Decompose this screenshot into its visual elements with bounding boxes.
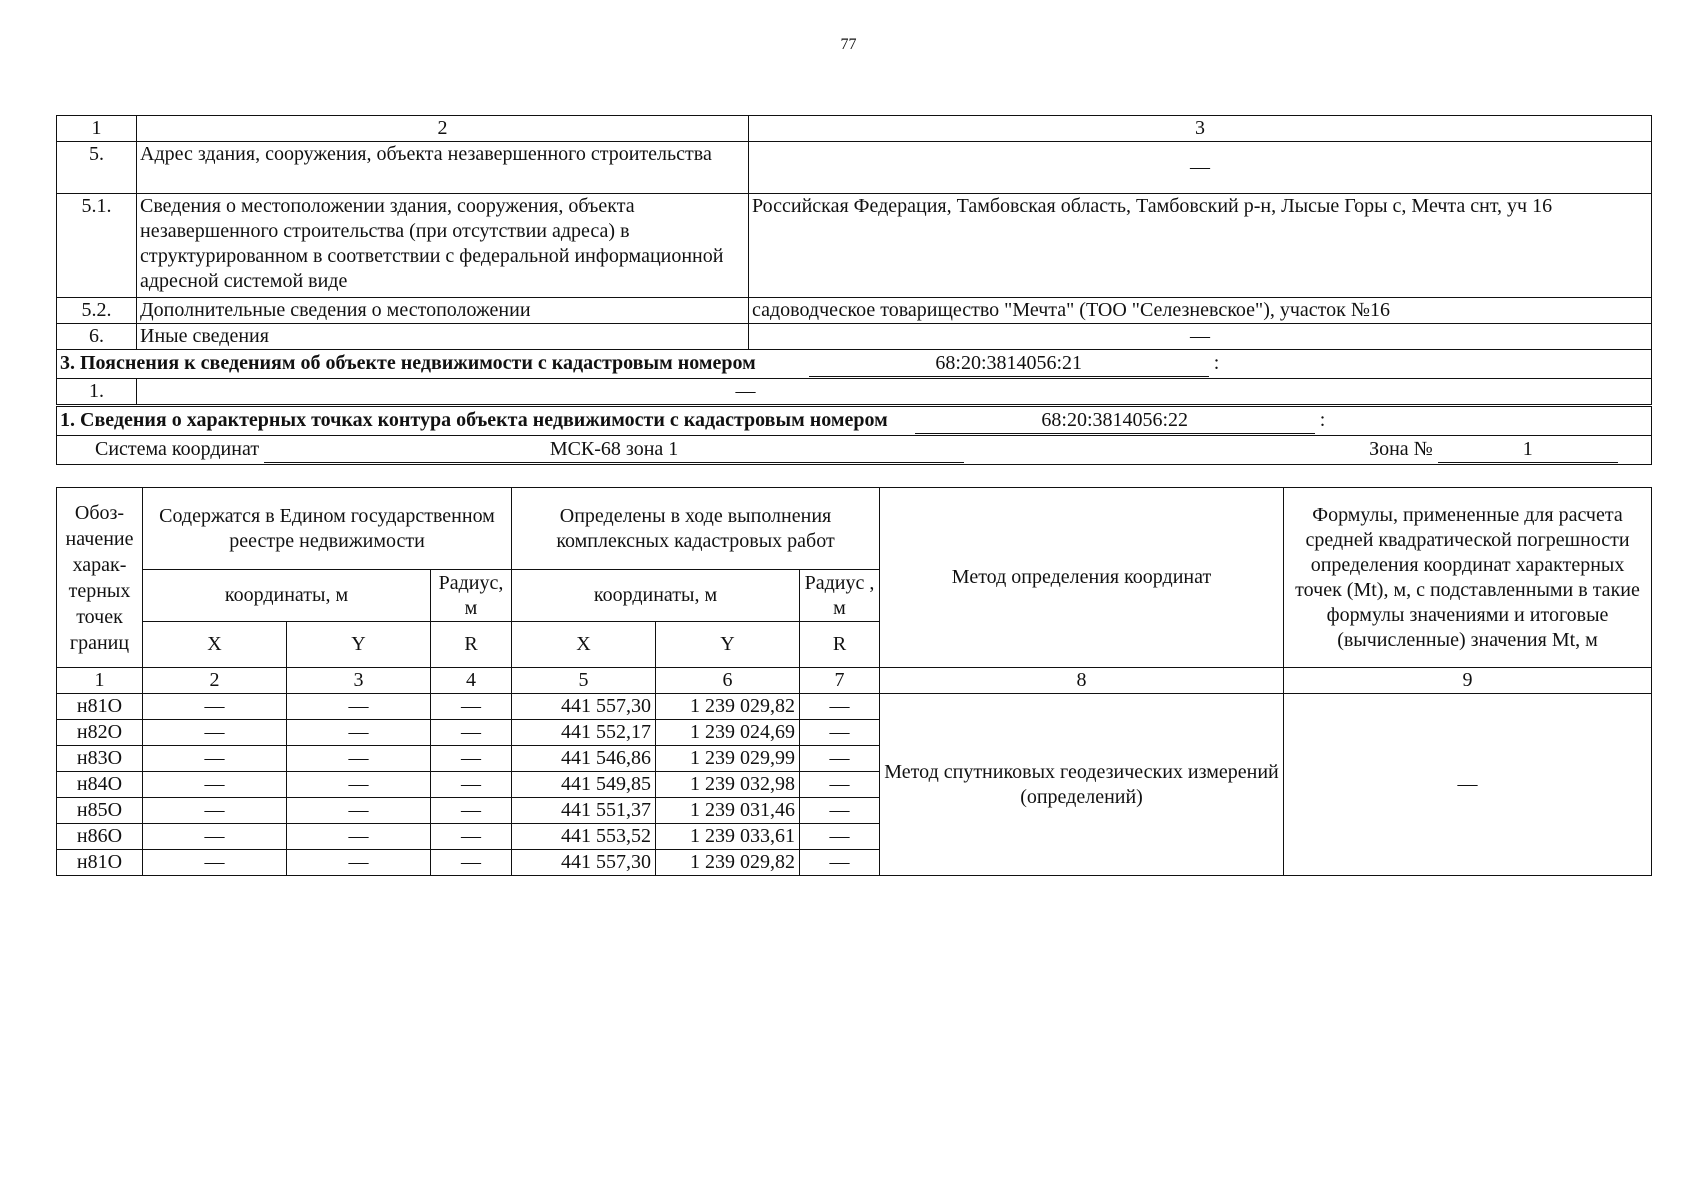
col-header-3: 3 — [749, 116, 1652, 142]
egrn-r: — — [431, 850, 512, 876]
kkr-x-header: X — [512, 622, 656, 668]
egrn-r: — — [431, 824, 512, 850]
row-number: 6. — [57, 324, 137, 350]
row-number: 1. — [57, 379, 137, 406]
kkr-y: 1 239 031,46 — [656, 798, 800, 824]
kkr-x: 441 557,30 — [512, 850, 656, 876]
kkr-r: — — [800, 772, 880, 798]
kkr-r: — — [800, 824, 880, 850]
table-row — [57, 142, 1652, 194]
egrn-x: — — [143, 850, 287, 876]
coord-system-value: МСК-68 зона 1 — [264, 437, 964, 463]
row-label: Иные сведения — [137, 324, 749, 350]
kkr-x: 441 549,85 — [512, 772, 656, 798]
egrn-x: — — [143, 720, 287, 746]
col-number-4: 4 — [431, 668, 512, 694]
coord-system-label: Система координат — [95, 438, 260, 460]
kkr-r: — — [800, 798, 880, 824]
method-value: Метод спутниковых геодезических измерений (определений) — [880, 694, 1284, 876]
point-name: н84О — [57, 772, 143, 798]
col-number-8: 8 — [880, 668, 1284, 694]
point-name: н82О — [57, 720, 143, 746]
kkr-x: 441 552,17 — [512, 720, 656, 746]
kkr-y: 1 239 029,82 — [656, 850, 800, 876]
coord-system-row — [57, 436, 1652, 465]
egrn-r: — — [431, 694, 512, 720]
point-name: н81О — [57, 850, 143, 876]
page-number: 77 — [840, 36, 857, 53]
kkr-y: 1 239 033,61 — [656, 824, 800, 850]
section-3-colon: : — [1213, 352, 1220, 374]
row-label: Дополнительные сведения о местоположении — [137, 298, 749, 324]
points-colon: : — [1319, 409, 1326, 431]
egrn-x: — — [143, 746, 287, 772]
egrn-r: — — [431, 798, 512, 824]
header-row-1 — [57, 488, 1652, 570]
point-name: н85О — [57, 798, 143, 824]
row-label: Адрес здания, сооружения, объекта незавершенного строительства — [137, 142, 749, 194]
points-section-title: 1. Сведения о характерных точках контура объекта недвижимости с кадастровым номером — [60, 409, 888, 431]
kkr-coords-header: координаты, м — [512, 570, 800, 622]
col-number-9: 9 — [1284, 668, 1652, 694]
kkr-radius-header: Радиус , м — [800, 570, 880, 622]
column-number-row — [57, 116, 1652, 142]
point-name: н81О — [57, 694, 143, 720]
egrn-x: — — [143, 798, 287, 824]
egrn-x: — — [143, 772, 287, 798]
egrn-y: — — [287, 720, 431, 746]
row-value: — — [749, 324, 1652, 350]
method-header: Метод определения координат — [880, 488, 1284, 668]
table-row — [57, 194, 1652, 298]
row-value: — — [137, 379, 1652, 406]
kkr-y: 1 239 024,69 — [656, 720, 800, 746]
section-3-row — [57, 379, 1652, 406]
row-number: 5. — [57, 142, 137, 194]
section-3-header-row — [57, 350, 1652, 379]
section-3-cadastral-number: 68:20:3814056:21 — [809, 351, 1209, 377]
kkr-r: — — [800, 850, 880, 876]
kkr-r: — — [800, 720, 880, 746]
egrn-r: — — [431, 772, 512, 798]
egrn-x: — — [143, 824, 287, 850]
kkr-x: 441 551,37 — [512, 798, 656, 824]
point-name: н83О — [57, 746, 143, 772]
col-header-1: 1 — [57, 116, 137, 142]
table-row — [57, 298, 1652, 324]
kkr-header: Определены в ходе выполнения комплексных кадастровых работ — [512, 488, 880, 570]
col-number-6: 6 — [656, 668, 800, 694]
col-header-2: 2 — [137, 116, 749, 142]
egrn-x: — — [143, 694, 287, 720]
kkr-x: 441 557,30 — [512, 694, 656, 720]
egrn-y-header: Y — [287, 622, 431, 668]
egrn-header: Содержатся в Едином государственном реестре недвижимости — [143, 488, 512, 570]
egrn-r: — — [431, 720, 512, 746]
designation-header: Обоз-начение харак-терных точек границ — [57, 488, 143, 668]
col-number-1: 1 — [57, 668, 143, 694]
zone-value: 1 — [1438, 437, 1618, 463]
zone-label: Зона № — [1369, 438, 1433, 460]
row-number: 5.1. — [57, 194, 137, 298]
kkr-y: 1 239 029,99 — [656, 746, 800, 772]
kkr-r: — — [800, 694, 880, 720]
row-value: Российская Федерация, Тамбовская область, Тамбовский р-н, Лысые Горы с, Мечта снт, уч 16 — [749, 194, 1652, 298]
section-3-title: 3. Пояснения к сведениям об объекте недвижимости с кадастровым номером — [60, 352, 756, 374]
egrn-y: — — [287, 798, 431, 824]
column-number-row — [57, 668, 1652, 694]
kkr-y: 1 239 032,98 — [656, 772, 800, 798]
egrn-y: — — [287, 746, 431, 772]
point-name: н86О — [57, 824, 143, 850]
characteristic-points-table — [56, 487, 1652, 876]
egrn-y: — — [287, 824, 431, 850]
egrn-r: — — [431, 746, 512, 772]
kkr-r: — — [800, 746, 880, 772]
egrn-x-header: X — [143, 622, 287, 668]
col-number-3: 3 — [287, 668, 431, 694]
kkr-y-header: Y — [656, 622, 800, 668]
table-row — [57, 694, 1652, 720]
points-title-row — [57, 406, 1652, 436]
col-number-7: 7 — [800, 668, 880, 694]
col-number-2: 2 — [143, 668, 287, 694]
row-number: 5.2. — [57, 298, 137, 324]
kkr-x: 441 546,86 — [512, 746, 656, 772]
object-info-table — [56, 115, 1652, 465]
kkr-x: 441 553,52 — [512, 824, 656, 850]
formulas-header: Формулы, примененные для расчета средней квадратической погрешности определения координат характерных точек (Mt), м, с подставленными в такие формулы значениями и итоговые (вычисленные) значения Mt, м — [1284, 488, 1652, 668]
egrn-y: — — [287, 694, 431, 720]
kkr-r-header: R — [800, 622, 880, 668]
egrn-coords-header: координаты, м — [143, 570, 431, 622]
egrn-r-header: R — [431, 622, 512, 668]
egrn-y: — — [287, 772, 431, 798]
egrn-y: — — [287, 850, 431, 876]
formulas-value: — — [1284, 694, 1652, 876]
row-value: садоводческое товарищество "Мечта" (ТОО "Селезневское"), участок №16 — [749, 298, 1652, 324]
egrn-radius-header: Радиус, м — [431, 570, 512, 622]
points-cadastral-number: 68:20:3814056:22 — [915, 408, 1315, 434]
table-row — [57, 324, 1652, 350]
row-value: — — [749, 142, 1652, 194]
row-label: Сведения о местоположении здания, сооружения, объекта незавершенного строительства (при отсутствии адреса) в структурированном в соответствии с федеральной информационной адресной системой виде — [137, 194, 749, 298]
col-number-5: 5 — [512, 668, 656, 694]
kkr-y: 1 239 029,82 — [656, 694, 800, 720]
